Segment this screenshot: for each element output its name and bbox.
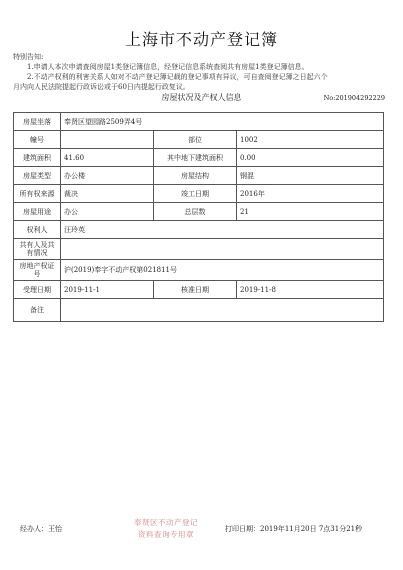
section-header <box>0 91 403 105</box>
table-row <box>14 131 384 149</box>
unit-label: 幢号 <box>14 131 61 149</box>
table-row <box>14 203 384 221</box>
notice-item-2-continued: 月内向人民法院提起行政诉讼或于60日内提起行政复议。 <box>13 83 190 91</box>
table-row <box>14 221 384 239</box>
agent-name: 经办人：王怡 <box>20 525 62 533</box>
total-floors-label: 总层数 <box>154 203 237 221</box>
shared-owner-value <box>61 239 384 260</box>
owner-label: 权利人 <box>14 221 61 239</box>
structure-label: 房屋结构 <box>154 167 237 185</box>
ownership-source-value: 裁决 <box>61 185 154 203</box>
table-row <box>14 167 384 185</box>
usage-value: 办公 <box>61 203 154 221</box>
official-stamp <box>122 517 210 547</box>
table-row <box>14 149 384 167</box>
completion-date-label: 竣工日期 <box>154 185 237 203</box>
acceptance-date-value: 2019-11-1 <box>61 281 154 299</box>
table-row <box>14 239 384 260</box>
approval-date-label: 核准日期 <box>154 281 237 299</box>
area-value: 41.60 <box>61 149 154 167</box>
table-row <box>14 281 384 299</box>
remarks-label: 备注 <box>14 299 61 322</box>
type-label: 房屋类型 <box>14 167 61 185</box>
usage-label: 房屋用途 <box>14 203 61 221</box>
location-label: 房屋坐落 <box>14 113 61 131</box>
area-label: 建筑面积 <box>14 149 61 167</box>
section-heading: 房屋状况及产权人信息 <box>161 93 242 102</box>
part-value: 1002 <box>237 131 384 149</box>
record-number: No:201904292229 <box>323 94 385 102</box>
owner-value: 汪玲英 <box>61 221 384 239</box>
notice-item-2: 2.不动产权利的利害关系人如对不动产登记簿记载的登记事项有异议，可自查阅登记簿之日起六个 <box>27 73 328 81</box>
print-time: 打印日期：2019年11月20日 7点31分21秒 <box>225 525 363 533</box>
acceptance-date-label: 受理日期 <box>14 281 61 299</box>
table-row <box>14 260 384 281</box>
underground-area-label: 其中地下建筑面积 <box>154 149 237 167</box>
notice-heading: 特别告知: <box>13 53 44 61</box>
ownership-source-label: 所有权来源 <box>14 185 61 203</box>
underground-area-value: 0.00 <box>237 149 384 167</box>
special-notice <box>13 52 393 92</box>
total-floors-value: 21 <box>237 203 384 221</box>
stamp-line-1: 奉贤区不动产登记 <box>134 518 198 527</box>
document-title: 上海市不动产登记簿 <box>124 30 278 49</box>
certificate-number-value: 沪(2019)奉字不动产权第021811号 <box>61 260 384 281</box>
shared-owner-label: 共有人及共有情况 <box>14 239 61 260</box>
unit-value <box>61 131 154 149</box>
type-value: 办公楼 <box>61 167 154 185</box>
table-row <box>14 299 384 322</box>
completion-date-value: 2016年 <box>237 185 384 203</box>
stamp-line-2: 资料查询专用章 <box>138 530 194 539</box>
certificate-number-label: 房地产权证号 <box>14 260 61 281</box>
part-label: 部位 <box>154 131 237 149</box>
structure-value: 钢混 <box>237 167 384 185</box>
table-row <box>14 185 384 203</box>
notice-item-1: 1.申请人本次申请查阅房屋1类登记簿信息，经登记信息系统查阅共有房屋1类登记簿信息。 <box>27 63 309 71</box>
remarks-value <box>61 299 384 322</box>
table-row <box>14 113 384 131</box>
location-value: 奉贤区望园路2509弄4号 <box>61 113 384 131</box>
registry-table <box>13 112 384 322</box>
approval-date-value: 2019-11-8 <box>237 281 384 299</box>
